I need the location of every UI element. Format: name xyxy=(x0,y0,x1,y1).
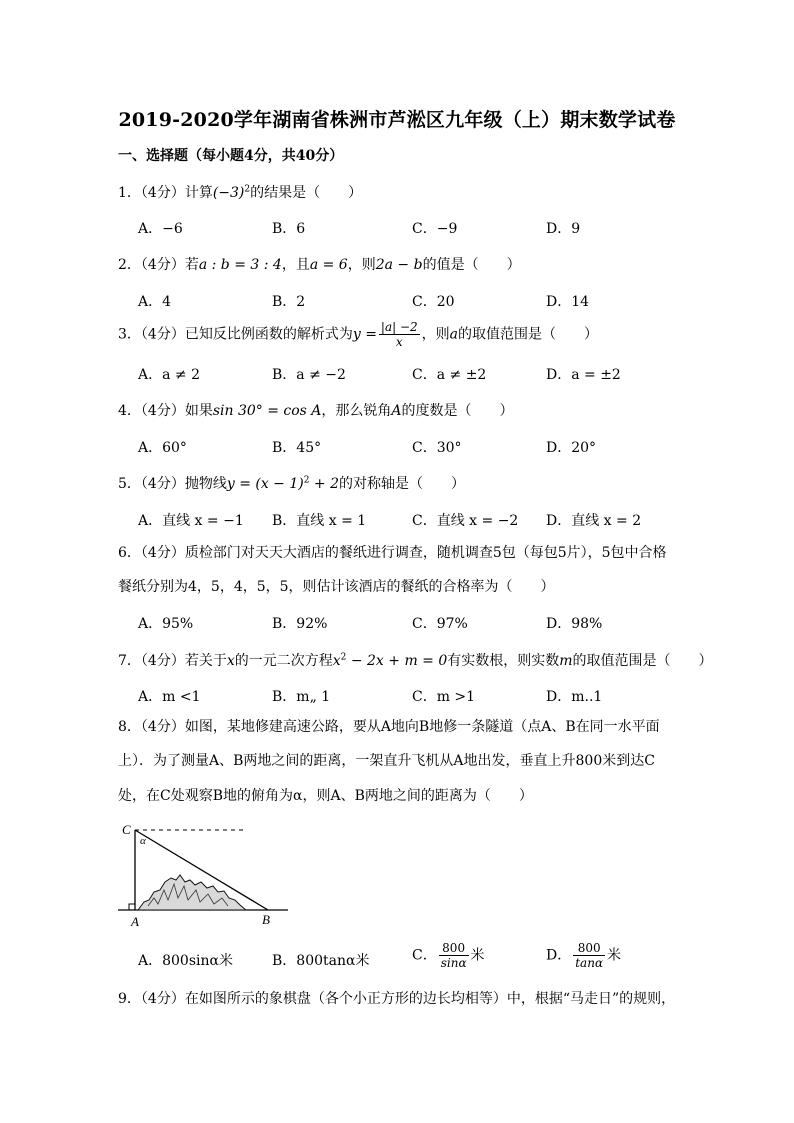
numerator: |a| −2 xyxy=(380,320,418,334)
math-expression: x xyxy=(332,653,341,669)
q4-option-d[interactable]: D．20° xyxy=(546,440,597,456)
label-c: C xyxy=(122,822,131,837)
question-1 xyxy=(118,182,362,202)
q2-option-c[interactable]: C．20 xyxy=(412,294,455,310)
q8-option-b[interactable]: B．800tanα米 xyxy=(272,953,370,969)
mountain-shape xyxy=(138,875,246,910)
question-6-line-1: 6．（4分）质检部门对天天大酒店的餐纸进行调查，随机调查5包（每包5片），5包中合格 xyxy=(118,545,667,561)
question-text: 的结果是（ ） xyxy=(250,185,363,201)
fraction xyxy=(439,941,469,970)
question-text: 的一元二次方程 xyxy=(234,653,333,669)
denominator: x xyxy=(395,335,403,349)
q6-option-c[interactable]: C．97% xyxy=(412,616,468,632)
q6-option-d[interactable]: D．98% xyxy=(546,616,603,632)
q1-option-b[interactable]: B．6 xyxy=(272,221,306,237)
question-6-line-2: 餐纸分别为4，5，4，5，5，则估计该酒店的餐纸的合格率为（ ） xyxy=(118,579,555,595)
q5-option-a[interactable]: A．直线 x = −1 xyxy=(138,513,244,529)
exponent: 2 xyxy=(340,652,347,663)
q4-option-b[interactable]: B．45° xyxy=(272,440,322,456)
math-expression: a = 6 xyxy=(309,257,348,273)
question-8-line-1: 8．（4分）如图，某地修建高速公路，要从A地向B地修一条隧道（点A、B在同一水平面 xyxy=(118,719,660,735)
q5-option-c[interactable]: C．直线 x = −2 xyxy=(412,513,519,529)
option-label: C． xyxy=(412,947,437,964)
exponent: 2 xyxy=(303,475,310,486)
question-text: 4．（4分）如果 xyxy=(118,403,213,419)
unit: 米 xyxy=(607,947,622,964)
question-8-line-2: 上）．为了测量A、B两地之间的距离，一架直升飞机从A地出发，垂直上升800米到达C xyxy=(118,753,655,769)
math-expression: 2a − b xyxy=(375,257,423,273)
label-a: A xyxy=(131,914,139,929)
math-expression: + 2 xyxy=(309,476,340,492)
q4-option-a[interactable]: A．60° xyxy=(138,440,187,456)
question-text: 7．（4分）若关于 xyxy=(118,653,227,669)
q1-option-a[interactable]: A．−6 xyxy=(138,221,183,237)
q3-option-c[interactable]: C．a ≠ ±2 xyxy=(412,367,487,383)
q2-option-d[interactable]: D．14 xyxy=(546,294,590,310)
q1-option-c[interactable]: C．−9 xyxy=(412,221,458,237)
numerator: 800 xyxy=(439,941,469,956)
q5-option-d[interactable]: D．直线 x = 2 xyxy=(546,513,642,529)
question-5 xyxy=(118,473,465,493)
q7-option-d[interactable]: D．m..1 xyxy=(546,689,603,705)
question-text: 1．（4分）计算 xyxy=(118,185,213,201)
q7-option-b[interactable]: B．m„ 1 xyxy=(272,689,331,705)
q7-option-c[interactable]: C．m >1 xyxy=(412,689,476,705)
numerator: 800 xyxy=(573,941,605,956)
right-angle-mark xyxy=(129,904,135,910)
q8-option-d[interactable] xyxy=(546,941,621,970)
unit: 米 xyxy=(470,947,485,964)
math-expression: − 2x + m = 0 xyxy=(346,653,448,669)
math-expression: a : b = 3 : 4 xyxy=(198,257,282,273)
math-variable: A xyxy=(391,403,402,419)
denominator: tanα xyxy=(575,956,604,970)
question-8-line-3: 处，在C处观察B地的俯角为α，则A、B两地之间的距离为（ ） xyxy=(118,788,533,804)
question-3 xyxy=(118,320,598,349)
math-expression: (−3) xyxy=(212,185,245,201)
question-text: ，那么锐角 xyxy=(321,403,392,419)
exponent: 2 xyxy=(244,184,251,195)
section-heading: 一、选择题（每小题4分，共40分） xyxy=(118,148,344,164)
question-text: ，且 xyxy=(281,257,310,273)
label-alpha: α xyxy=(140,835,146,847)
question-4 xyxy=(118,400,514,420)
q6-option-a[interactable]: A．95% xyxy=(138,616,194,632)
denominator: sinα xyxy=(440,956,467,970)
math-expression: y = xyxy=(352,326,377,343)
question-text: ，则 xyxy=(347,257,376,273)
label-b: B xyxy=(262,912,270,927)
q6-option-b[interactable]: B．92% xyxy=(272,616,328,632)
q5-option-b[interactable]: B．直线 x = 1 xyxy=(272,513,367,529)
math-expression: y = (x − 1) xyxy=(226,476,304,492)
question-2 xyxy=(118,254,521,274)
question-text: 3．（4分）已知反比例函数的解析式为 xyxy=(118,326,353,343)
question-9-line-1: 9．（4分）在如图所示的象棋盘（各个小正方形的边长均相等）中，根据“马走日”的规则， xyxy=(118,991,676,1007)
question-text: 的值是（ ） xyxy=(422,257,521,273)
q4-option-c[interactable]: C．30° xyxy=(412,440,462,456)
page-title: 2019-2020学年湖南省株洲市芦淞区九年级（上）期末数学试卷 xyxy=(118,109,676,131)
q2-option-a[interactable]: A．4 xyxy=(138,294,172,310)
question-text: 的对称轴是（ ） xyxy=(339,476,466,492)
q3-option-a[interactable]: A．a ≠ 2 xyxy=(138,367,200,383)
q2-option-b[interactable]: B．2 xyxy=(272,294,306,310)
question-text: 5．（4分）抛物线 xyxy=(118,476,227,492)
question-7 xyxy=(118,650,713,670)
math-variable: a xyxy=(449,326,459,343)
option-label: D． xyxy=(546,947,572,964)
question-text: 2．（4分）若 xyxy=(118,257,199,273)
q3-option-b[interactable]: B．a ≠ −2 xyxy=(272,367,346,383)
fraction xyxy=(573,941,605,970)
fraction xyxy=(379,320,420,349)
math-variable: m xyxy=(559,653,573,669)
tunnel-figure xyxy=(118,820,293,930)
question-text: ，则 xyxy=(421,326,450,343)
q7-option-a[interactable]: A．m <1 xyxy=(138,689,201,705)
q3-option-d[interactable]: D．a = ±2 xyxy=(546,367,621,383)
math-expression: sin 30° = cos A xyxy=(212,403,322,419)
math-variable: x xyxy=(226,653,235,669)
q8-option-a[interactable]: A．800sinα米 xyxy=(138,953,233,969)
q1-option-d[interactable]: D．9 xyxy=(546,221,581,237)
question-text: 的取值范围是（ ） xyxy=(572,653,713,669)
q8-option-c[interactable] xyxy=(412,941,485,970)
question-text: 的取值范围是（ ） xyxy=(458,326,599,343)
question-text: 的度数是（ ） xyxy=(401,403,514,419)
question-text: 有实数根，则实数 xyxy=(447,653,560,669)
